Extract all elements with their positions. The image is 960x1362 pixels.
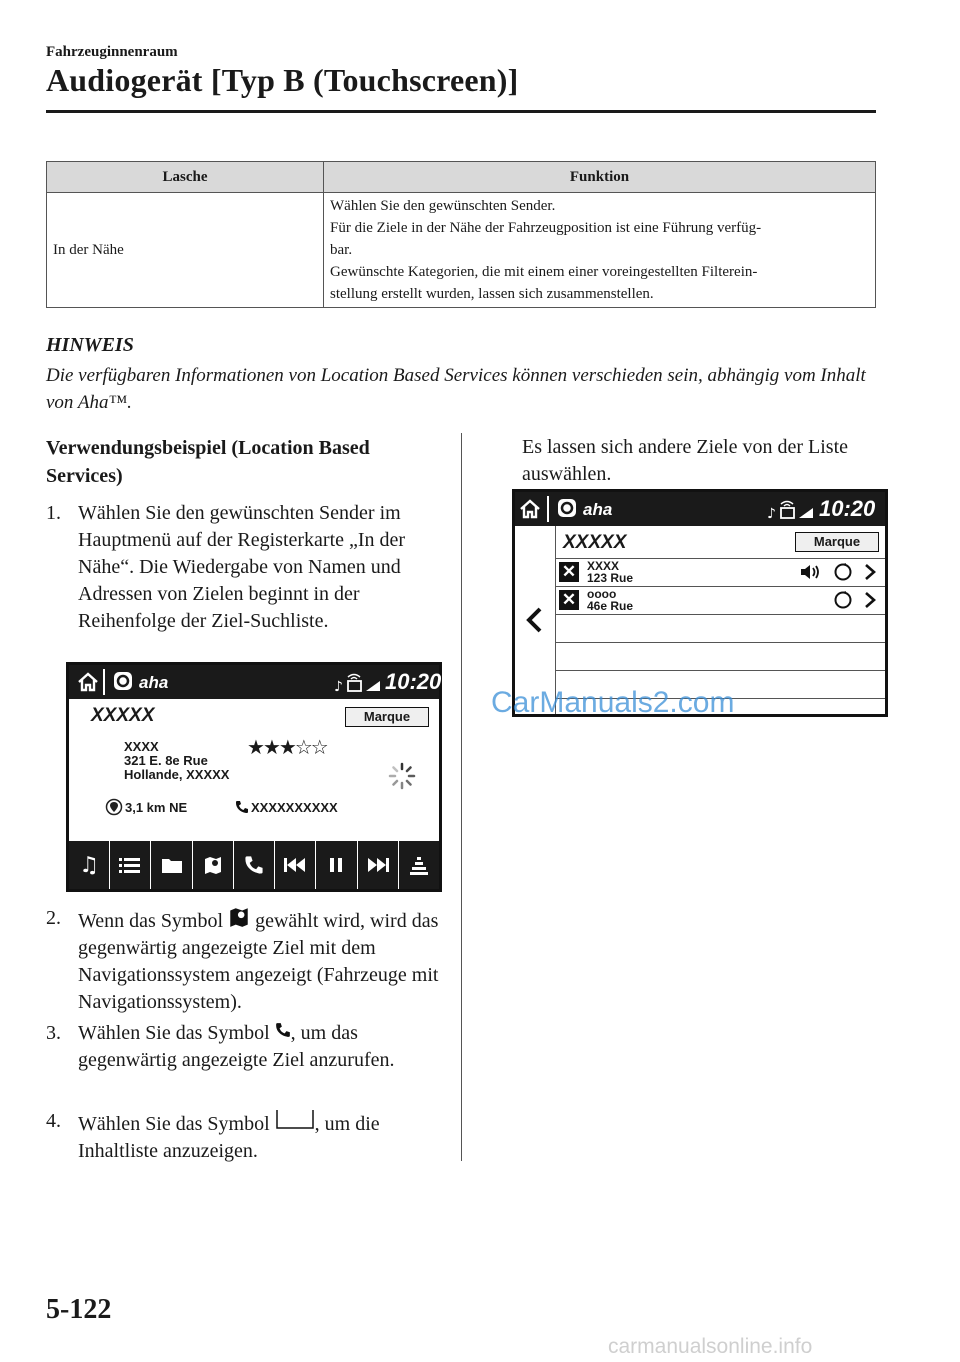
phone-icon xyxy=(275,1021,291,1039)
page-number: 5-122 xyxy=(46,1294,112,1325)
pause-button[interactable] xyxy=(315,841,356,889)
map-icon xyxy=(203,854,223,876)
status-icons xyxy=(334,671,390,695)
home-icon[interactable] xyxy=(77,671,99,693)
clock: 10:20 xyxy=(385,669,442,694)
step-text: Wählen Sie das Symbol xyxy=(78,1113,270,1135)
marque-button[interactable]: Marque xyxy=(345,707,429,727)
step-text: , um das gegenwärtig angezeigte Ziel anzurufen. xyxy=(78,1022,395,1071)
step-1 xyxy=(46,500,436,635)
divider xyxy=(547,496,549,522)
table-header-tab: Lasche xyxy=(47,162,324,193)
aha-logo-icon xyxy=(557,498,577,518)
place-name: XXXX xyxy=(124,739,159,754)
refresh-icon[interactable] xyxy=(833,562,853,582)
step-text: gewählt wird, wird das gegenwärtig angezeigte Ziel mit dem Navigationssystem angezeigt (Fahrzeuge mit Navigationssystem). xyxy=(78,910,439,1013)
section-label: Fahrzeuginnenraum xyxy=(46,44,178,60)
content-list-icon xyxy=(275,1108,315,1130)
bottom-toolbar xyxy=(69,841,439,889)
example-heading: Verwendungsbeispiel (Location Based Services) xyxy=(46,437,370,487)
step-2 xyxy=(46,905,446,1016)
column-divider xyxy=(461,433,462,1161)
watermark: CarManuals2.com xyxy=(491,686,735,719)
place-address-2: Hollande, XXXXX xyxy=(124,767,230,782)
table-header-function: Funktion xyxy=(324,162,876,193)
svg-text:♪: ♪ xyxy=(334,679,343,695)
location-pin-icon xyxy=(105,798,123,816)
table-cell-tab: In der Nähe xyxy=(47,193,324,308)
chevron-left-icon xyxy=(525,606,543,634)
star-filled-icon: ★ xyxy=(278,735,295,759)
folder-icon xyxy=(161,856,183,874)
star-filled-icon: ★ xyxy=(247,735,263,759)
function-line: stellung erstellt wurden, lassen sich zusammenstellen. xyxy=(330,286,654,302)
star-filled-icon: ★ xyxy=(262,735,279,759)
function-line: bar. xyxy=(330,242,353,258)
place-address-1: 321 E. 8e Rue xyxy=(124,753,208,768)
star-rating xyxy=(247,735,327,759)
divider xyxy=(103,669,105,695)
refresh-icon[interactable] xyxy=(833,590,853,610)
call-button[interactable] xyxy=(233,841,274,889)
page-title: Audiogerät [Typ B (Touchscreen)] xyxy=(46,62,519,98)
marque-button[interactable]: Marque xyxy=(795,532,879,552)
screen-destination-list xyxy=(512,489,888,717)
map-icon xyxy=(228,905,250,929)
footer-site: carmanualsonline.info xyxy=(608,1335,813,1358)
title-rule xyxy=(46,110,876,113)
phone-icon xyxy=(235,800,249,814)
function-line: Gewünschte Kategorien, die mit einem einer voreingestellten Filterein- xyxy=(330,264,758,280)
station-name: XXXXX xyxy=(563,532,627,553)
step-number: 3. xyxy=(46,1022,61,1044)
step-text: Wählen Sie den gewünschten Sender im Hauptmenü auf der Registerkarte „In der Nähe“. Die Wiedergabe von Namen und Adressen von Zielen beginnt in der Reihenfolge der Ziel-Suchliste. xyxy=(78,502,406,632)
skip-back-icon xyxy=(284,857,306,873)
close-icon: ✕ xyxy=(559,590,579,610)
note-text: Die verfügbaren Informationen von Location Based Services können verschieden sein, abhängig vom Inhalt von Aha™. xyxy=(46,365,866,413)
step-text: Wählen Sie das Symbol xyxy=(78,1022,270,1044)
aha-logo-icon xyxy=(113,671,133,691)
status-bar xyxy=(515,492,885,526)
list-item-empty xyxy=(555,642,885,670)
list-intro: Es lassen sich andere Ziele von der Liste auswählen. xyxy=(522,436,848,485)
list-button[interactable] xyxy=(109,841,150,889)
chevron-right-icon[interactable] xyxy=(863,591,877,609)
function-line: Für die Ziele in der Nähe der Fahrzeugposition ist eine Führung verfüg- xyxy=(330,220,762,236)
list-item-address: 123 Rue xyxy=(587,571,634,585)
list-item-address: 46e Rue xyxy=(587,599,634,613)
folder-button[interactable] xyxy=(150,841,191,889)
place-info xyxy=(124,740,229,782)
star-empty-icon: ☆ xyxy=(294,735,311,759)
star-empty-icon: ☆ xyxy=(310,735,327,759)
loading-spinner-icon xyxy=(387,761,417,791)
phone-number: XXXXXXXXXX xyxy=(251,800,338,815)
function-table xyxy=(46,161,876,308)
list-item[interactable] xyxy=(555,558,885,586)
step-number: 4. xyxy=(46,1110,61,1132)
pause-icon xyxy=(329,857,343,873)
screen-station-detail xyxy=(66,662,442,892)
table-cell-function xyxy=(324,193,876,308)
music-button[interactable] xyxy=(69,841,109,889)
list-icon xyxy=(119,856,141,874)
close-icon: ✕ xyxy=(559,562,579,582)
list-item-name: oooo xyxy=(587,587,617,601)
step-4 xyxy=(46,1108,446,1165)
list-item-text xyxy=(587,560,633,584)
list-item-empty xyxy=(555,614,885,642)
app-name: aha xyxy=(139,673,169,692)
list-item-text xyxy=(587,588,633,612)
svg-text:♪: ♪ xyxy=(767,506,776,522)
phone-icon xyxy=(244,855,264,875)
list-item[interactable] xyxy=(555,586,885,614)
home-icon[interactable] xyxy=(519,498,541,520)
speaker-icon xyxy=(799,563,823,581)
function-line: Wählen Sie den gewünschten Sender. xyxy=(330,198,556,214)
skip-forward-icon xyxy=(367,857,389,873)
step-number: 2. xyxy=(46,907,61,929)
equalizer-icon xyxy=(409,855,429,875)
status-icons xyxy=(767,498,823,522)
step-3 xyxy=(46,1020,446,1074)
distance: 3,1 km NE xyxy=(125,800,188,815)
previous-button[interactable] xyxy=(274,841,315,889)
list-item-name: XXXX xyxy=(587,559,620,573)
step-number: 1. xyxy=(46,502,61,524)
status-bar xyxy=(69,665,442,699)
clock: 10:20 xyxy=(819,496,876,521)
step-text: , um die Inhaltliste anzuzeigen. xyxy=(78,1113,380,1162)
chevron-right-icon[interactable] xyxy=(863,563,877,581)
next-button[interactable] xyxy=(357,841,398,889)
equalizer-button[interactable] xyxy=(398,841,439,889)
music-note-icon: ♫ xyxy=(79,852,99,878)
app-name: aha xyxy=(583,500,613,519)
station-name: XXXXX xyxy=(91,705,155,726)
step-text: Wenn das Symbol xyxy=(78,910,224,932)
map-button[interactable] xyxy=(192,841,233,889)
note-heading: HINWEIS xyxy=(46,334,134,356)
